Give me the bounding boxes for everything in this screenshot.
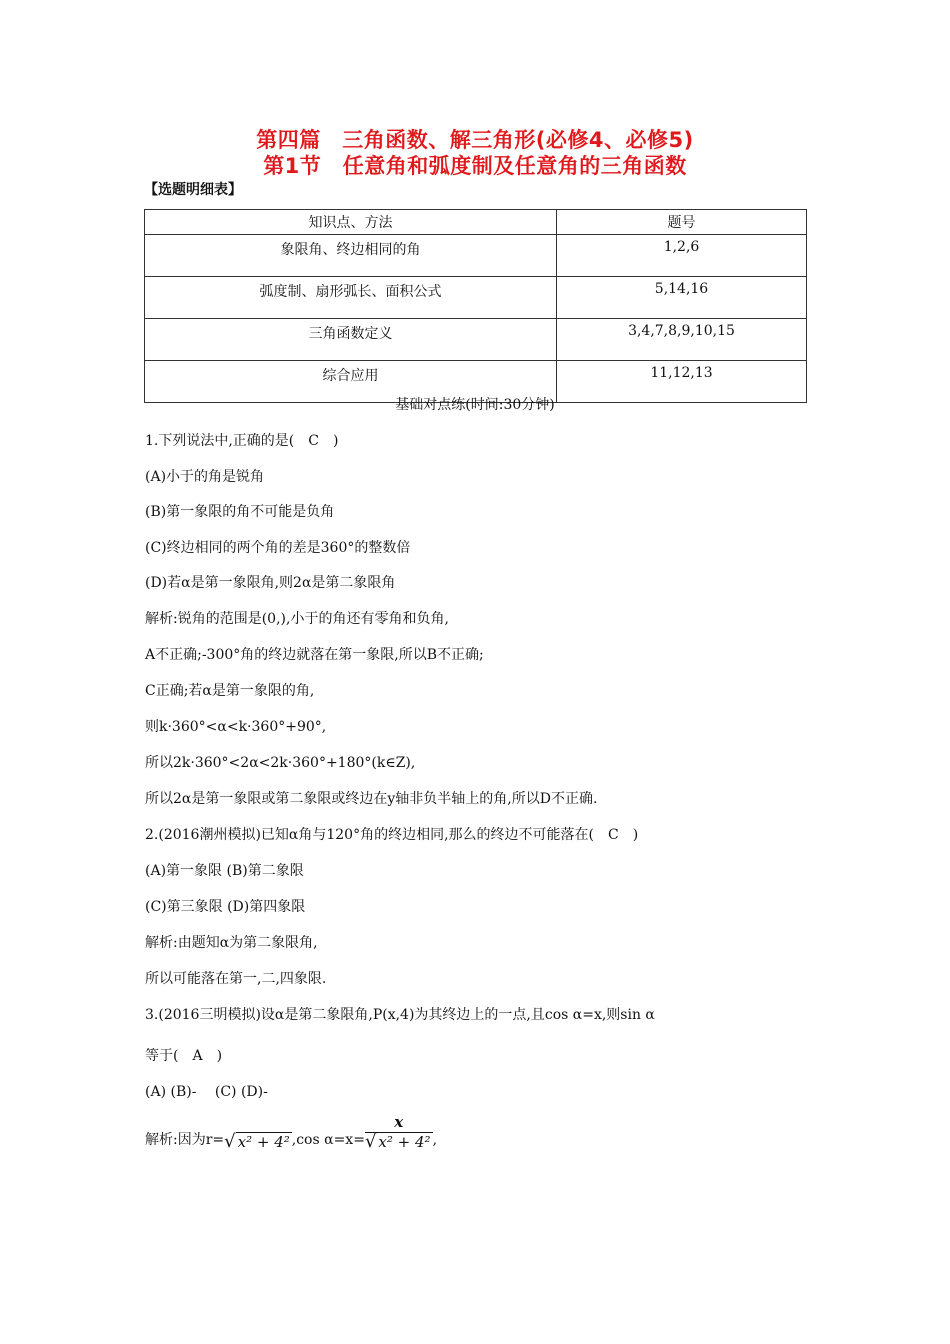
solution-line: 则k·360°<α<k·360°+90°, bbox=[145, 719, 327, 735]
question-3-continued: 等于( A ) bbox=[145, 1048, 223, 1064]
table-header-row bbox=[145, 210, 807, 235]
chapter-title: 第四篇 三角函数、解三角形(必修4、必修5) bbox=[256, 128, 694, 152]
solution-formula-line bbox=[145, 1115, 437, 1151]
formula-suffix: , bbox=[432, 1132, 438, 1148]
option-line: (D)若α是第一象限角,则2α是第二象限角 bbox=[145, 575, 396, 591]
table-cell-number: 11,12,13 bbox=[557, 361, 807, 403]
sqrt-expression: √ x² + 4² bbox=[224, 1131, 290, 1152]
solution-line: 解析:由题知α为第二象限角, bbox=[145, 935, 318, 951]
question-3: 3.(2016三明模拟)设α是第二象限角,P(x,4)为其终边上的一点,且cos α=x,则sin α bbox=[145, 1007, 655, 1023]
formula-prefix: 解析:因为r= bbox=[145, 1132, 225, 1148]
fraction-expression bbox=[365, 1115, 433, 1151]
option-line: (C)终边相同的两个角的差是360°的整数倍 bbox=[145, 540, 411, 556]
table-cell-number: 5,14,16 bbox=[557, 277, 807, 319]
option-line: (A)小于的角是锐角 bbox=[145, 469, 265, 485]
table-cell-topic: 象限角、终边相同的角 bbox=[145, 235, 557, 277]
solution-line: 所以2α是第一象限或第二象限或终边在y轴非负半轴上的角,所以D不正确. bbox=[145, 791, 598, 807]
solution-line: 解析:锐角的范围是(0,),小于的角还有零角和负角, bbox=[145, 611, 449, 627]
table-caption: 【选题明细表】 bbox=[144, 182, 242, 198]
sqrt-radicand: x² + 4² bbox=[378, 1133, 431, 1151]
formula-middle: ,cos α=x= bbox=[291, 1132, 365, 1148]
table-cell-topic: 弧度制、扇形弧长、面积公式 bbox=[145, 277, 557, 319]
solution-line: 所以2k·360°<2α<2k·360°+180°(k∈Z), bbox=[145, 755, 416, 771]
option-line: (C)第三象限 (D)第四象限 bbox=[145, 899, 306, 915]
practice-heading: 基础对点练(时间:30分钟) bbox=[395, 397, 555, 413]
option-line: (A)第一象限 (B)第二象限 bbox=[145, 863, 304, 879]
table-row bbox=[145, 235, 807, 277]
table-cell-number: 1,2,6 bbox=[557, 235, 807, 277]
topic-table bbox=[144, 209, 807, 403]
option-line: (B)第一象限的角不可能是负角 bbox=[145, 504, 335, 520]
option-line: (A) (B)- (C) (D)- bbox=[145, 1084, 268, 1100]
table-cell-topic: 三角函数定义 bbox=[145, 319, 557, 361]
solution-line: C正确;若α是第一象限的角, bbox=[145, 683, 315, 699]
fraction-numerator: x bbox=[394, 1113, 404, 1131]
sqrt-radicand: x² + 4² bbox=[237, 1133, 290, 1151]
table-header-number: 题号 bbox=[557, 210, 807, 235]
table-row bbox=[145, 319, 807, 361]
solution-line: 所以可能落在第一,二,四象限. bbox=[145, 971, 327, 987]
table-cell-topic: 综合应用 bbox=[145, 361, 557, 403]
table-header-topic: 知识点、方法 bbox=[145, 210, 557, 235]
table-cell-number: 3,4,7,8,9,10,15 bbox=[557, 319, 807, 361]
section-title: 第1节 任意角和弧度制及任意角的三角函数 bbox=[263, 154, 687, 178]
question-1: 1.下列说法中,正确的是( C ) bbox=[145, 433, 339, 449]
solution-line: A不正确;-300°角的终边就落在第一象限,所以B不正确; bbox=[145, 647, 484, 663]
question-2: 2.(2016潮州模拟)已知α角与120°角的终边相同,那么的终边不可能落在( C ) bbox=[145, 827, 639, 843]
fraction-denominator: √ x² + 4² bbox=[364, 1131, 431, 1152]
table-row bbox=[145, 277, 807, 319]
